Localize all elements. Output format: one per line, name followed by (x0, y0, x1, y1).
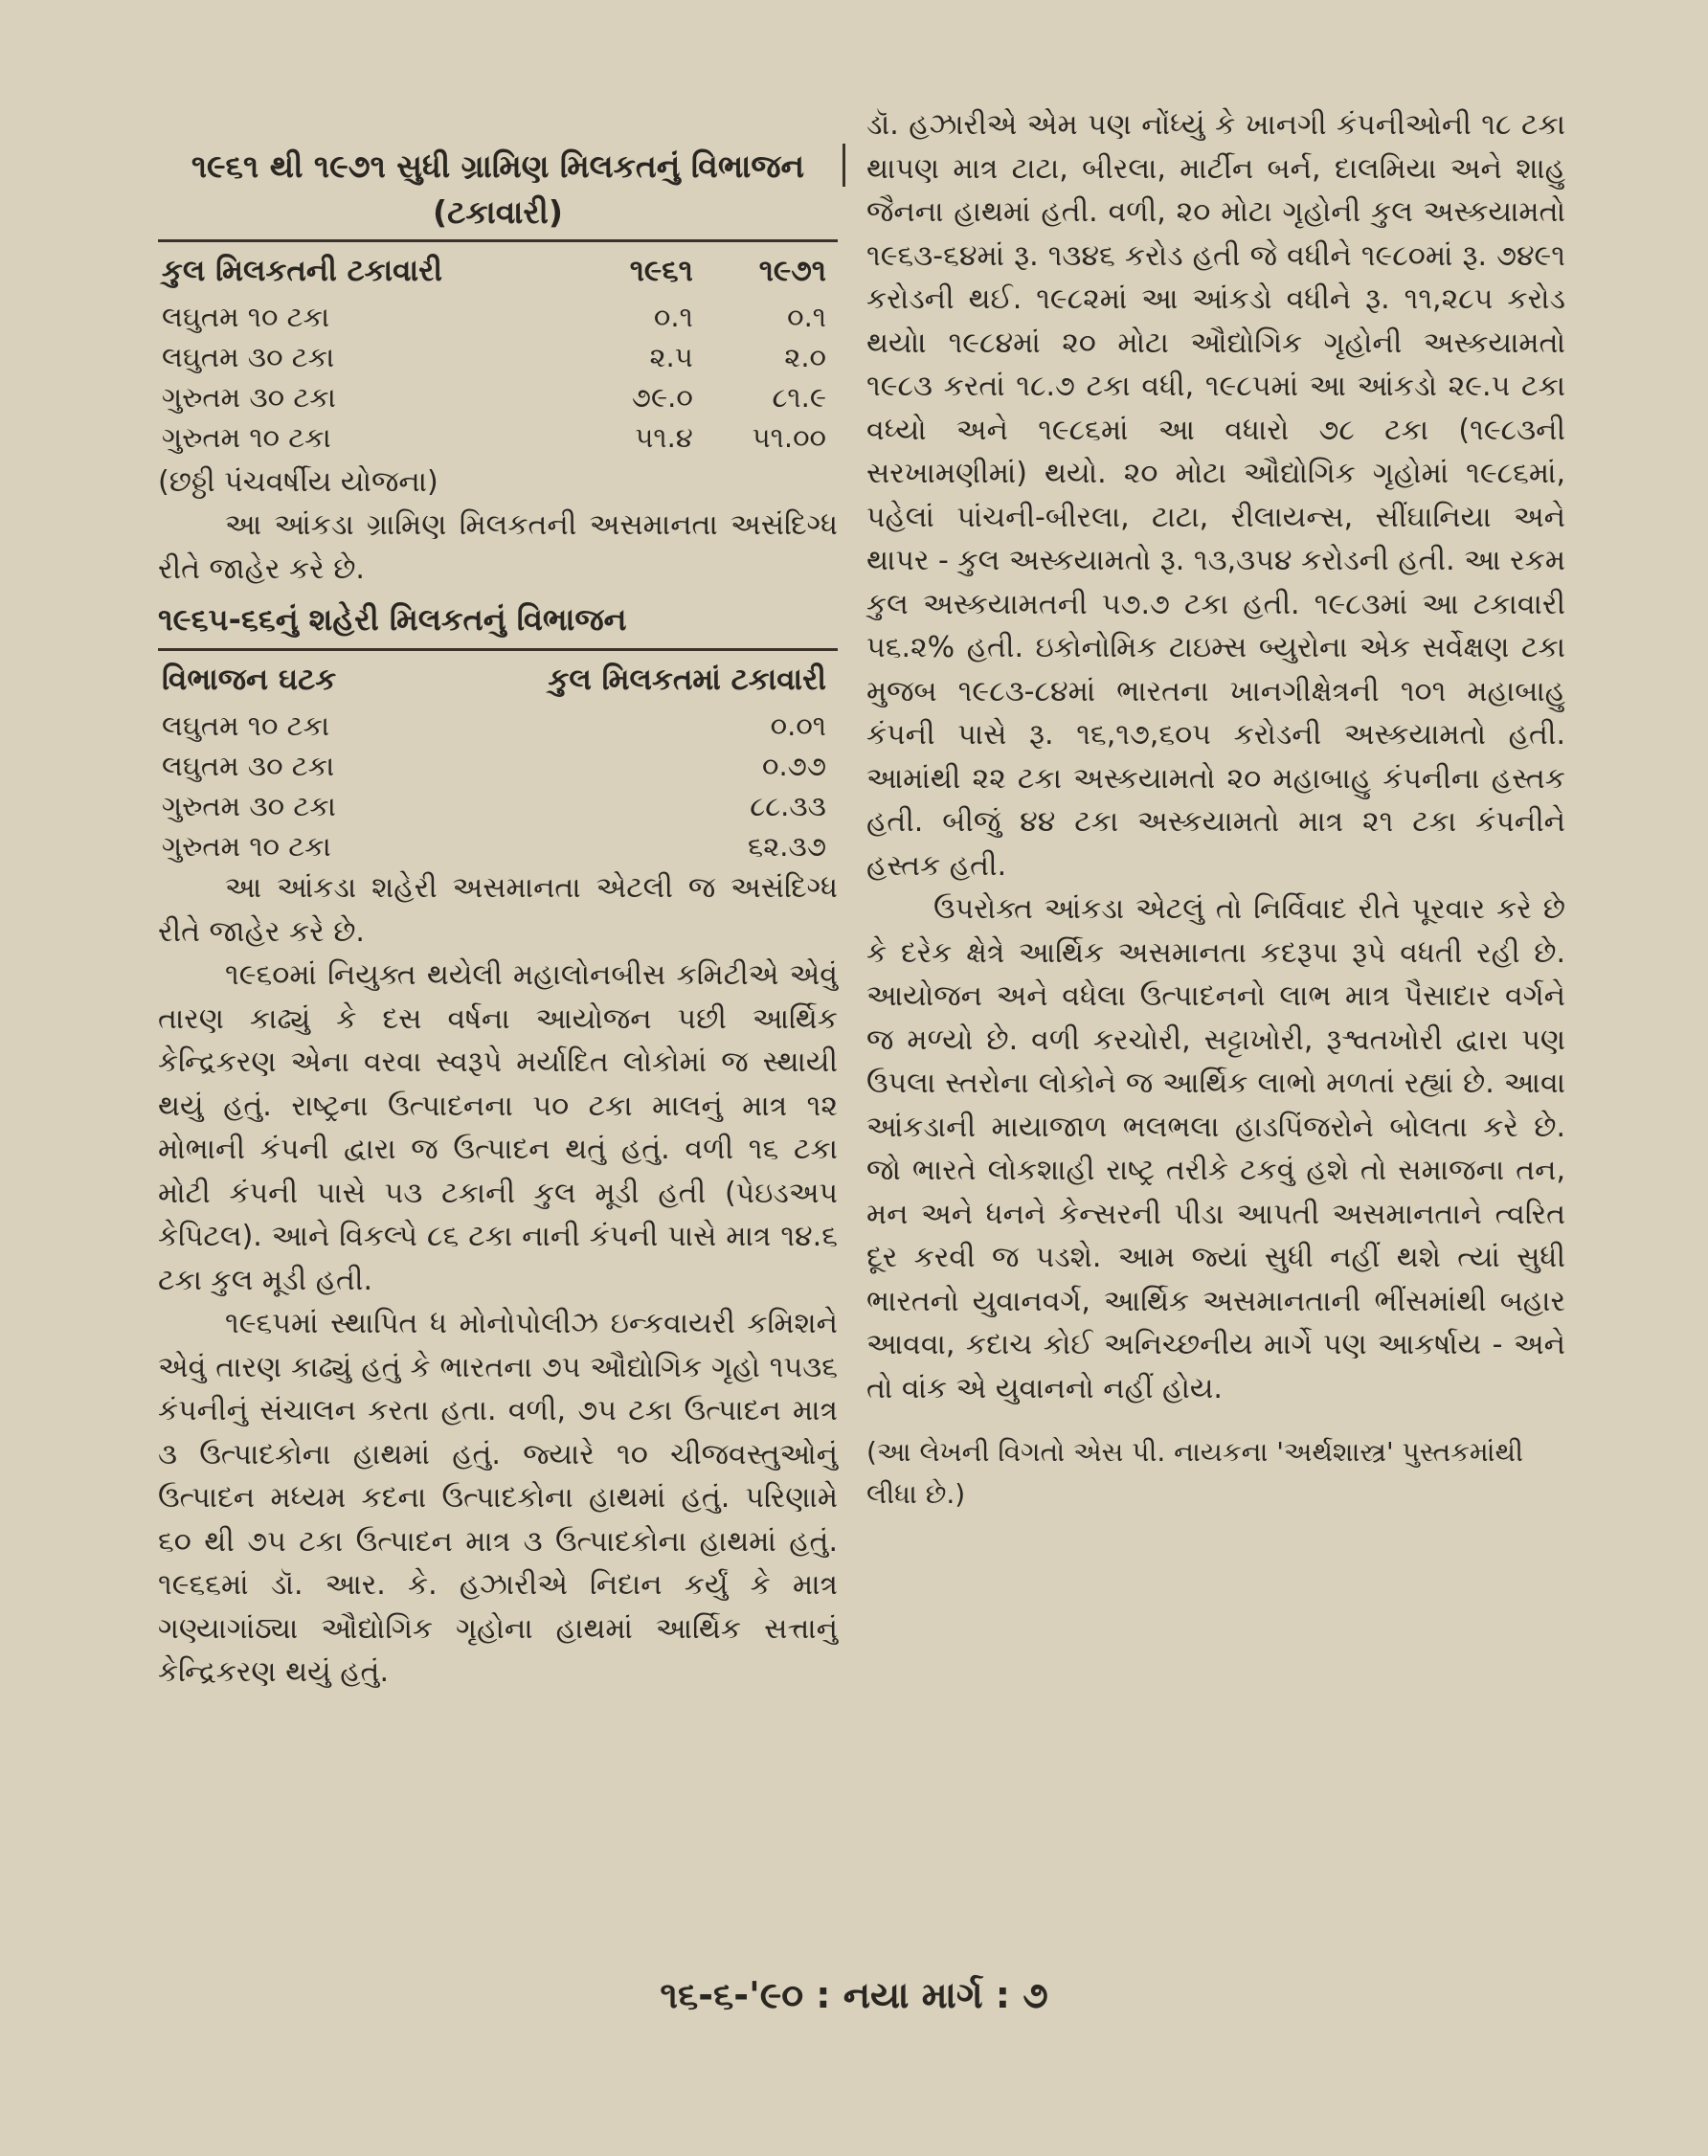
row-label: ગુરુતમ ૧૦ ટકા (162, 421, 331, 454)
cell-1971: ૫૧.૦૦ (752, 421, 826, 454)
table-header-row (158, 655, 838, 706)
body-paragraph: ૧૯૬૦માં નિયુક્ત થયેલી મહાલોનબીસ કમિટીએ એવું તારણ કાઢ્યું કે દસ વર્ષના આયોજન પછી આર્થિક કેન્દ્રિકરણ એના વરવા સ્વરૂપે મર્યાદિત લોકોમાં જ સ્થાયી થયું હતું. રાષ્ટ્રના ઉત્પાદનના ૫૦ ટકા માલનું માત્ર ૧૨ મોભાની કંપની દ્વારા જ ઉત્પાદન થતું હતું. વળી ૧૬ ટકા મોટી કંપની પાસે ૫૩ ટકાની કુલ મૂડી હતી (પેઇડઅપ કેપિટલ). આને વિકલ્પે ૮૬ ટકા નાની કંપની પાસે માત્ર ૧૪.૬ ટકા કુલ મૂડી હતી. (158, 958, 838, 1297)
body-paragraph: આ આંકડા ગ્રામિણ મિલકતની અસમાનતા અસંદિગ્ધ રીતે જાહેર કરે છે. (158, 508, 838, 586)
body-paragraph: ડૉ. હઝારીએ એમ પણ નોંધ્યું કે ખાનગી કંપનીઓની ૧૮ ટકા થાપણ માત્ર ટાટા, બીરલા, માર્ટીન બર્ન, દાલમિયા અને શાહુ જૈનના હાથમાં હતી. વળી, ૨૦ મોટા ગૃહોની કુલ અસ્કયામતો ૧૯૬૩-૬૪માં રૂ. ૧૩૪૬ કરોડ હતી જે વધીને ૧૯૮૦માં રૂ. ૭૪૯૧ કરોડની થઈ. ૧૯૮૨માં આ આંકડો વધીને રૂ. ૧૧,૨૮૫ કરોડ થયો। ૧૯૮૪માં ૨૦ મોટા ઔદ્યોગિક ગૃહોની અસ્કયામતો ૧૯૮૩ કરતાં ૧૮.૭ ટકા વધી, ૧૯૮૫માં આ આંકડો ૨૯.૫ ટકા વધ્યો અને ૧૯૮૬માં આ વધારો ૭૮ ટકા (૧૯૮૩ની સરખામણીમાં) થયો. ૨૦ મોટા ઔદ્યોગિક ગૃહોમાં ૧૯૮૬માં, પહેલાં પાંચની-બીરલા, ટાટા, રીલાયન્સ, સીંઘાનિયા અને થાપર - કુલ અસ્કયામતો રૂ. ૧૩,૩૫૪ કરોડની હતી. આ રકમ કુલ અસ્કયામતની ૫૭.૭ ટકા હતી. ૧૯૮૩માં આ ટકાવારી ૫૬.૨% હતી. ઇકોનોમિક ટાઇમ્સ બ્યુરોના એક સર્વેક્ષણ ટકા મુજબ ૧૯૮૩-૮૪માં ભારતના ખાનગીક્ષેત્રની ૧૦૧ મહાબાહુ કંપની પાસે રૂ. ૧૬,૧૭,૬૦૫ કરોડની અસ્કયામતો હતી. આમાંથી ૨૨ ટકા અસ્કયામતો ૨૦ મહાબાહુ કંપનીના હસ્તક હતી. બીજું ૪૪ ટકા અસ્કયામતો માત્ર ૨૧ ટકા કંપનીને હસ્તક હતી. (866, 108, 1565, 883)
cell-1971: ૦.૧ (787, 301, 826, 333)
column-header: વિભાજન ઘટક (162, 663, 337, 697)
table-header-row (158, 246, 838, 297)
cell-1971: ૮૧.૯ (772, 381, 826, 414)
table-row (158, 417, 838, 458)
cell-1971: ૨.૦ (784, 341, 826, 373)
urban-table-title: ૧૯૬૫-૬૬નું શહેરી મિલકતનું વિભાજન (158, 601, 627, 638)
column-header: કુલ મિલકતમાં ટકાવારી (548, 663, 826, 697)
column-header: ૧૯૬૧ (629, 254, 693, 288)
row-label: ગુરુતમ ૩૦ ટકા (162, 790, 336, 822)
body-paragraph: ૧૯૬૫માં સ્થાપિત ધ મોનોપોલીઝ ઇન્કવાયરી કમિશને એવું તારણ કાઢ્યું હતું કે ભારતના ૭૫ ઔદ્યોગિક ગૃહો ૧૫૩૬ કંપનીનું સંચાલન કરતા હતા. વળી, ૭૫ ટકા ઉત્પાદન માત્ર ૩ ઉત્પાદકોના હાથમાં હતું. જ્યારે ૧૦ ચીજવસ્તુઓનું ઉત્પાદન મધ્યમ કદના ઉત્પાદકોના હાથમાં હતું. પરિણામે ૬૦ થી ૭૫ ટકા ઉત્પાદન માત્ર ૩ ઉત્પાદકોના હાથમાં હતું. ૧૯૬૬માં ડૉ. આર. કે. હઝારીએ નિદાન કર્યું કે માત્ર ગણ્યાગાંઠ્યા ઔદ્યોગિક ગૃહોના હાથમાં આર્થિક સત્તાનું કેન્દ્રિકરણ થયું હતું. (158, 1307, 838, 1689)
cell-percent: ૬૨.૩૭ (748, 830, 826, 863)
body-paragraph: આ આંકડા શહેરી અસમાનતા એટલી જ અસંદિગ્ધ રીતે જાહેર કરે છે. (158, 871, 838, 949)
left-column (158, 144, 838, 1695)
table-row (158, 337, 838, 377)
table-row (158, 706, 838, 746)
right-column (866, 103, 1565, 1516)
row-label: લઘુતમ ૩૦ ટકા (162, 341, 335, 373)
table-source-note: (છઠ્ઠી પંચવર્ષીય યોજના) (158, 465, 438, 499)
row-label: લઘુતમ ૧૦ ટકા (162, 301, 330, 333)
table-row (158, 786, 838, 826)
row-label: ગુરુતમ ૩૦ ટકા (162, 381, 336, 414)
table-row (158, 746, 838, 786)
rural-property-table (158, 246, 838, 458)
table-rule (158, 239, 838, 242)
cell-percent: ૦.૭૭ (762, 750, 826, 782)
column-header: કુલ મિલકતની ટકાવારી (162, 254, 442, 288)
table-row (158, 377, 838, 417)
cell-percent: ૮૮.૩૩ (750, 790, 826, 822)
cell-1961: ૭૯.૦ (631, 381, 693, 414)
cell-percent: ૦.૦૧ (770, 709, 826, 742)
row-label: ગુરુતમ ૧૦ ટકા (162, 830, 331, 863)
table-row (158, 826, 838, 866)
cell-1961: ૨.૫ (649, 341, 693, 373)
cell-1961: ૫૧.૪ (635, 421, 693, 454)
body-paragraph: ઉપરોક્ત આંકડા એટલું તો નિર્વિવાદ રીતે પૂરવાર કરે છે કે દરેક ક્ષેત્રે આર્થિક અસમાનતા કદરૂપા રૂપે વધતી રહી છે. આયોજન અને વધેલા ઉત્પાદનનો લાભ માત્ર પૈસાદાર વર્ગને જ મળ્યો છે. વળી કરચોરી, સટ્ટાખોરી, રૂશ્વતખોરી દ્વારા પણ ઉપલા સ્તરોના લોકોને જ આર્થિક લાભો મળતાં રહ્યાં છે. આવા આંકડાની માયાજાળ ભલભલા હાડપિંજરોને બોલતા કરે છે. જો ભારતે લોકશાહી રાષ્ટ્ર તરીકે ટકવું હશે તો સમાજના તન, મન અને ધનને કેન્સરની પીડા આપતી અસમાનતાને ત્વરિત દૂર કરવી જ પડશે. આમ જ્યાં સુધી નહીં થશે ત્યાં સુધી ભારતનો યુવાનવર્ગ, આર્થિક અસમાનતાની ભીંસમાંથી બહાર આવવા, કદાચ કોઈ અનિચ્છનીય માર્ગે પણ આકર્ષાય - અને તો વાંક એ યુવાનનો નહીં હોય. (866, 892, 1565, 1405)
source-note: (આ લેખની વિગતો એસ પી. નાયકના 'અર્થશાસ્ત્ર' પુસ્તકમાંથી લીધા છે.) (866, 1436, 1524, 1510)
table-rule (158, 648, 838, 651)
column-divider (843, 144, 845, 187)
urban-property-table (158, 655, 838, 866)
table-row (158, 297, 838, 337)
row-label: લઘુતમ ૧૦ ટકા (162, 709, 330, 742)
row-label: લઘુતમ ૩૦ ટકા (162, 750, 335, 782)
cell-1961: ૦.૧ (653, 301, 693, 333)
column-header: ૧૯૭૧ (758, 254, 826, 288)
rural-table-title: ૧૯૬૧ થી ૧૯૭૧ સુધી ગ્રામિણ મિલકતનું વિભાજન (ટકાવારી) (191, 147, 805, 231)
page-footer: ૧૬-૬-'૯૦ : નયા માર્ગ : ૭ (660, 1974, 1048, 2016)
